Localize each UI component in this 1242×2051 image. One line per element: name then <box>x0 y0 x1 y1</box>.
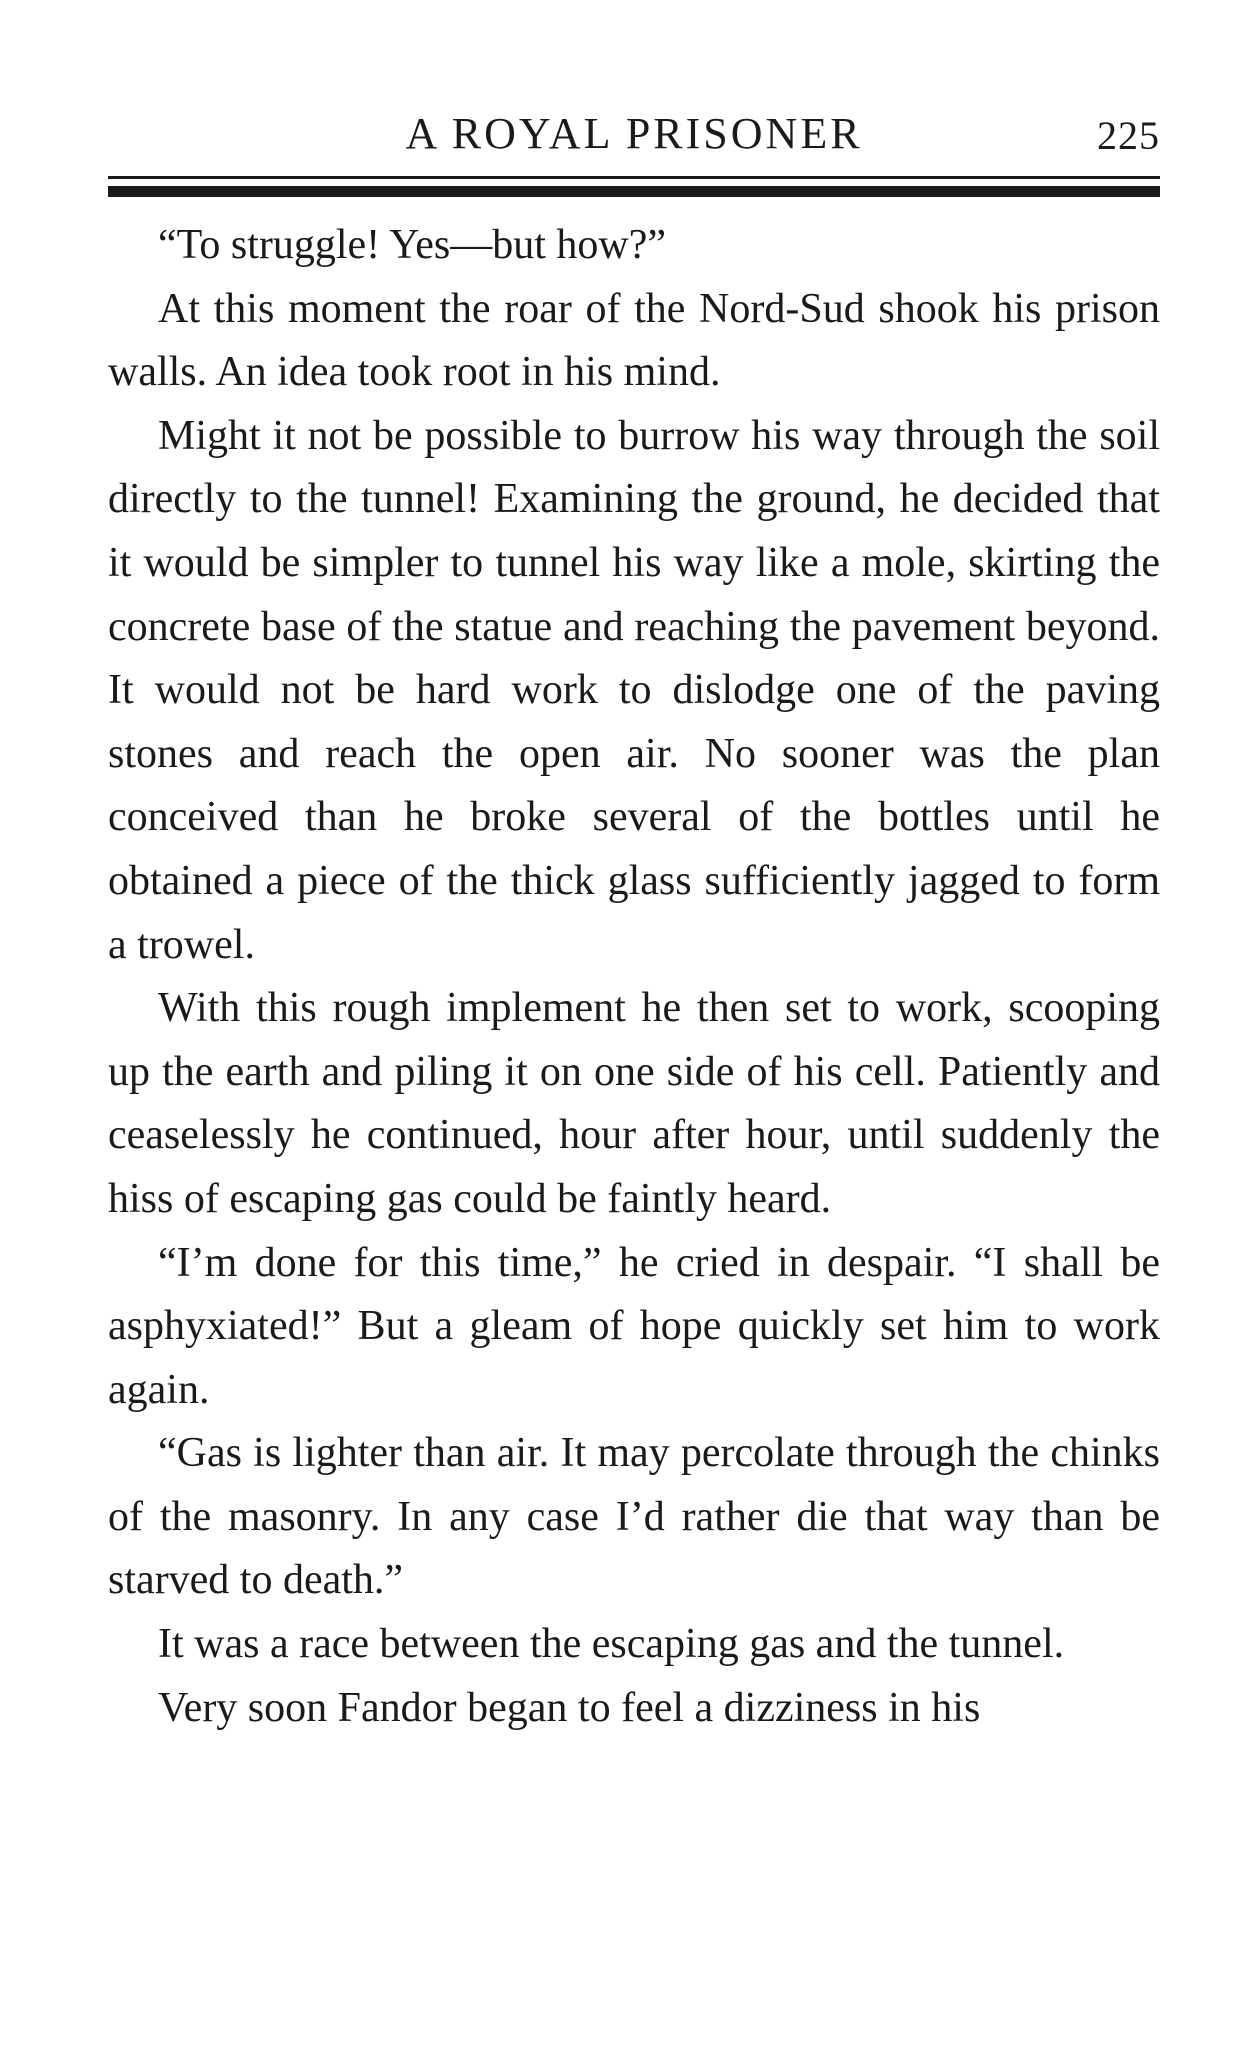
paragraph: “I’m done for this time,” he cried in despair. “I shall be asphyxiated!” But a gleam of hope quickly set him to work again. <box>108 1239 1160 1413</box>
paragraph: “To struggle! Yes—but how?” <box>158 222 666 268</box>
paragraph: At this moment the roar of the Nord-Sud shook his prison walls. An idea took root in his mind. <box>108 285 1160 396</box>
paragraph: It was a race between the escaping gas and the tunnel. <box>158 1621 1065 1668</box>
page-header <box>108 104 1160 164</box>
paragraph: “Gas is lighter than air. It may percolate through the chinks of the masonry. In any case I’d rather die that way than be starved to death.” <box>108 1430 1160 1604</box>
header-rule-thin <box>108 176 1160 179</box>
header-rule-thick <box>108 186 1160 197</box>
running-title: A ROYAL PRISONER <box>405 109 863 158</box>
paragraph: With this rough implement he then set to work, scooping up the earth and piling it on one side of his cell. Patiently and ceaselessly he continued, hour after hour, until suddenly the hiss of escaping gas could be faintly heard. <box>108 985 1160 1222</box>
page-number: 225 <box>1097 113 1160 158</box>
paragraph: Very soon Fandor began to feel a dizziness in his <box>158 1684 981 1731</box>
paragraph: Might it not be possible to burrow his way through the soil directly to the tunnel! Examining the ground, he decided that it would be simpler to tunnel his way like a mole, skirting the concrete base of the statue and reaching the pavement beyond. It would not be hard work to dislodge one of the paving stones and reach the open air. No sooner was the plan conceived than he broke several of the bottles until he obtained a piece of the thick glass sufficiently jagged to form a trowel. <box>108 412 1160 968</box>
body-text <box>108 214 1160 1740</box>
